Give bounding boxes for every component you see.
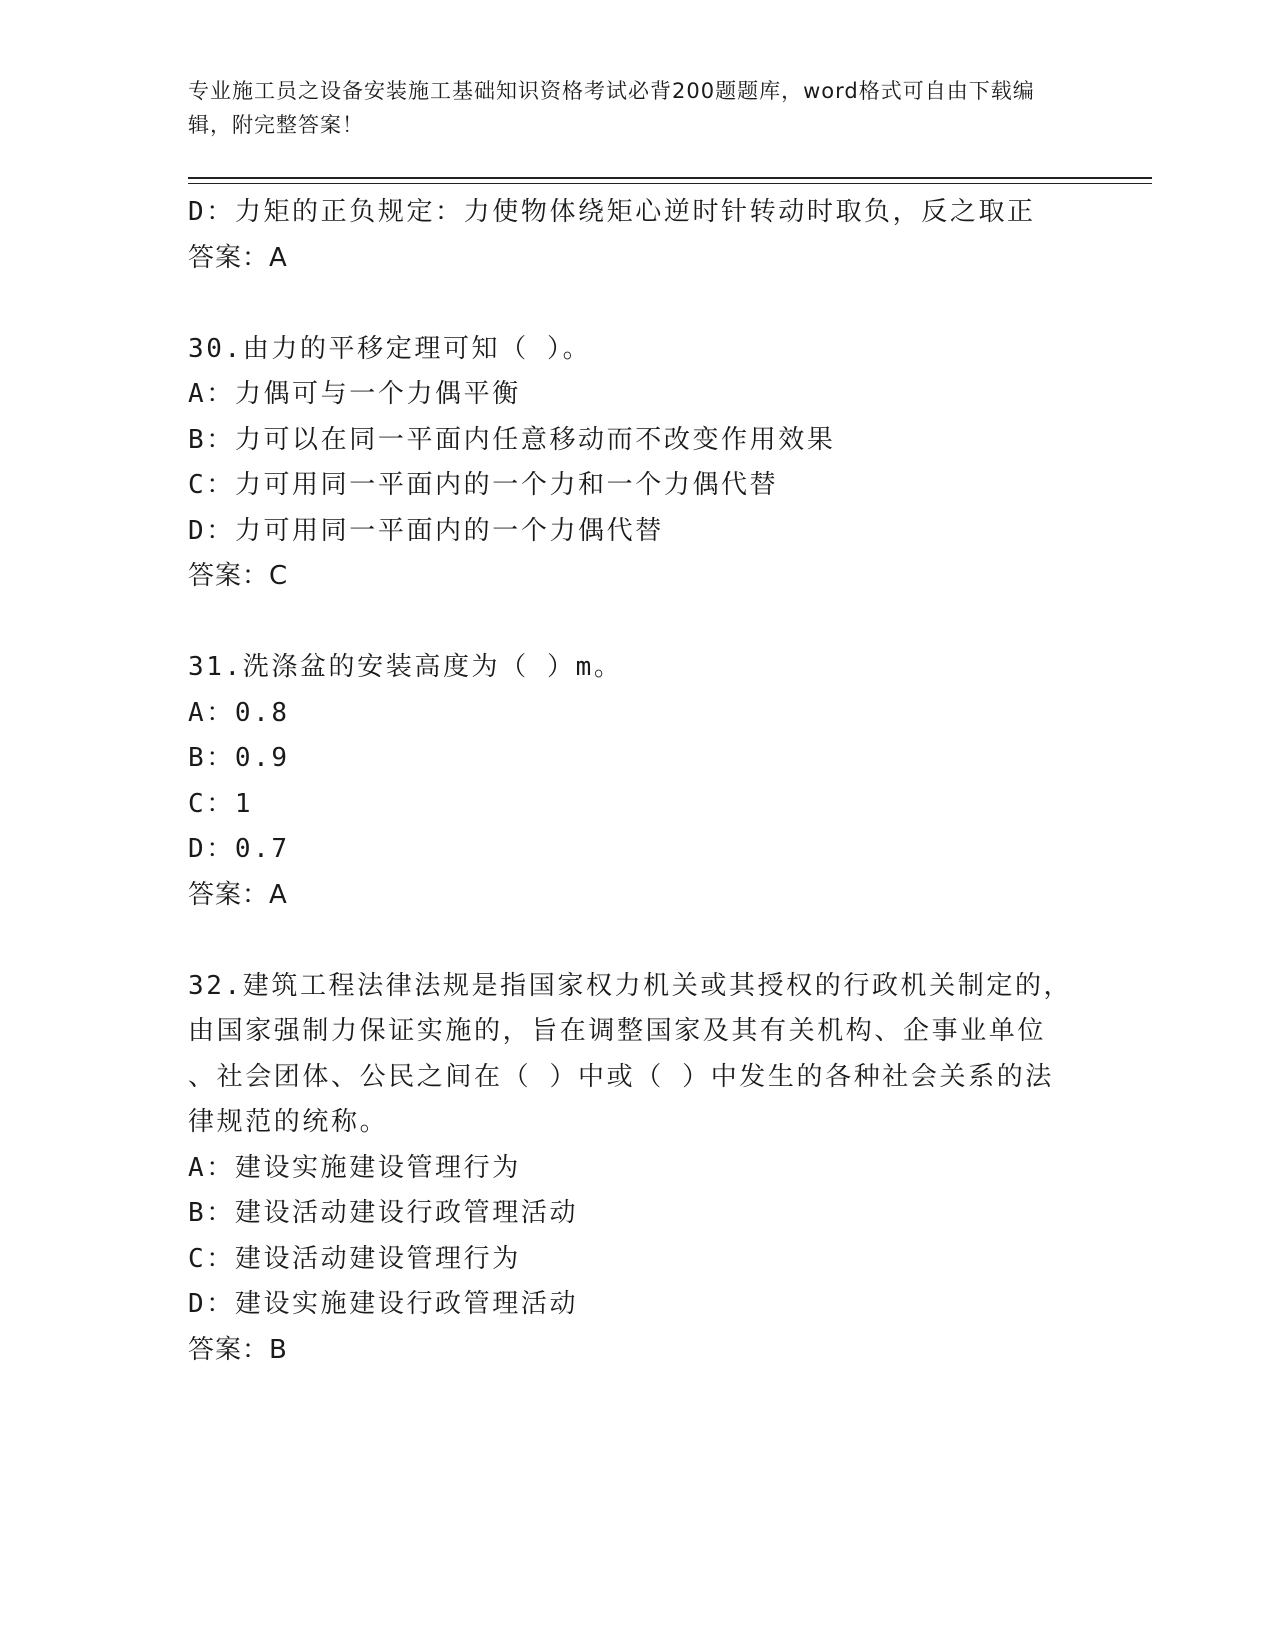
spacer — [188, 281, 1068, 327]
question-stem: 31.洗涤盆的安装高度为（ ）m。 — [188, 652, 623, 682]
option-b: B：力可以在同一平面内任意移动而不改变作用效果 — [188, 424, 836, 455]
document-header — [188, 74, 1068, 142]
answer-line: 答案：A — [188, 879, 288, 910]
question-block — [188, 645, 1068, 918]
q29-option-d: D：力矩的正负规定：力使物体绕矩心逆时针转动时取负，反之取正 — [188, 197, 1036, 227]
question-stem-line-1: 32.建筑工程法律法规是指国家权力机关或其授权的行政机关制定的， — [188, 970, 1073, 1001]
option-c: C：力可用同一平面内的一个力和一个力偶代替 — [188, 470, 779, 500]
answer-line: 答案：B — [188, 1334, 288, 1365]
option-c: C：1 — [188, 788, 254, 819]
header-title: 专业施工员之设备安装施工基础知识资格考试必背200题题库，word格式可自由下载编辑，附完整答案！ — [188, 79, 1035, 137]
option-d: D：力可用同一平面内的一个力偶代替 — [188, 515, 664, 546]
question-stem-line-4: 律规范的统称。 — [188, 1107, 389, 1137]
spacer — [188, 918, 1068, 964]
option-a: A：力偶可与一个力偶平衡 — [188, 379, 521, 409]
option-d: D：建设实施建设行政管理活动 — [188, 1289, 579, 1319]
header-divider — [188, 177, 1152, 184]
option-a: A：建设实施建设管理行为 — [188, 1152, 521, 1183]
q29-answer: 答案：A — [188, 242, 288, 273]
option-a: A：0.8 — [188, 697, 290, 728]
answer-line: 答案：C — [188, 561, 289, 591]
question-list — [188, 190, 1073, 1373]
option-b: B：建设活动建设行政管理活动 — [188, 1198, 579, 1228]
question-block — [188, 964, 1073, 1374]
question-stem: 30.由力的平移定理可知（ ）。 — [188, 333, 592, 364]
option-d: D：0.7 — [188, 834, 290, 864]
question-block — [188, 327, 1068, 600]
spacer — [188, 600, 1068, 646]
question-stem-line-3: 、社会团体、公民之间在（ ）中或（ ）中发生的各种社会关系的法 — [188, 1061, 1054, 1092]
option-b: B：0.9 — [188, 743, 290, 773]
question-stem-line-2: 由国家强制力保证实施的，旨在调整国家及其有关机构、企事业单位 — [188, 1016, 1047, 1046]
option-c: C：建设活动建设管理行为 — [188, 1243, 521, 1274]
